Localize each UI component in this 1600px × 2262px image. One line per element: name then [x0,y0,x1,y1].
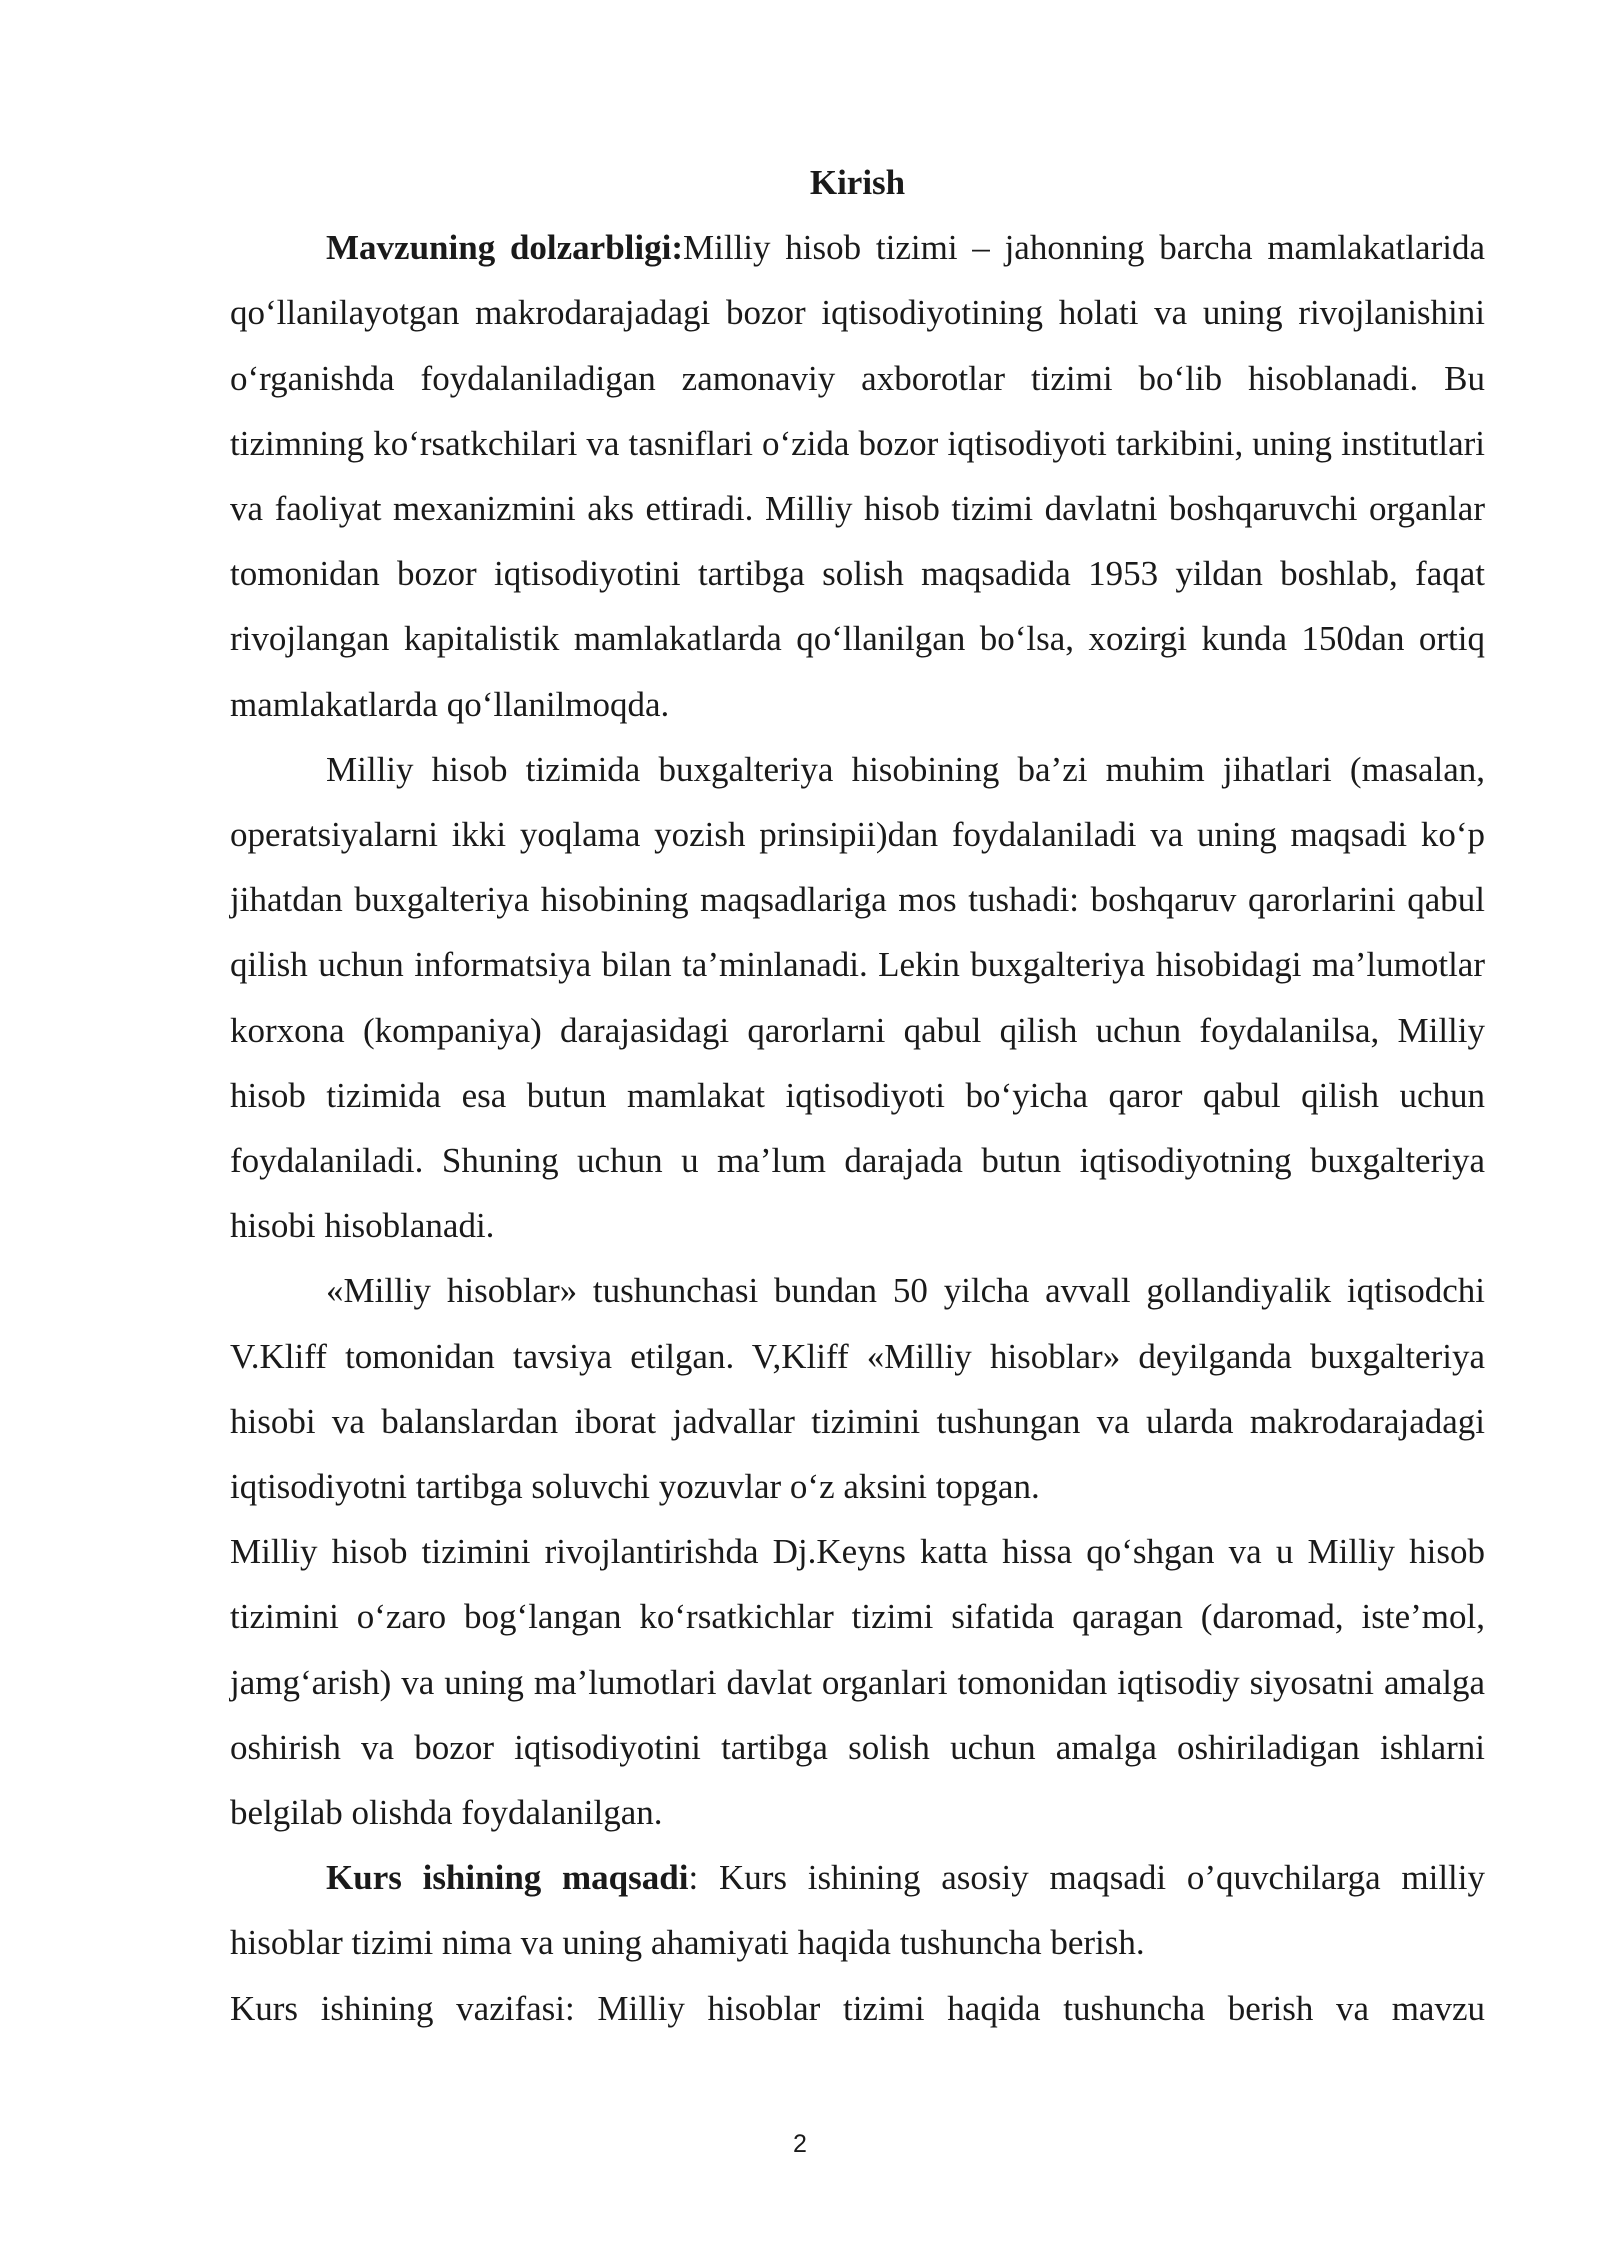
document-body [230,150,1485,2041]
paragraph-text-relevance: Milliy hisob tizimi – jahonning barcha mamlakatlarida qo‘llanilayotgan makrodarajadagi bozor iqtisodiyotining holati va uning rivojlanishini o‘rganishda foydalaniladigan zamonaviy axborotlar tizimi bo‘lib hisoblanadi. Bu tizimning ko‘rsatkchilari va tasniflari o‘zida bozor iqtisodiyoti tarkibini, uning institutlari va faoliyat mexanizmini aks ettiradi. Milliy hisob tizimi davlatni boshqaruvchi organlar tomonidan bozor iqtisodiyotini tartibga solish maqsadida 1953 yildan boshlab, faqat rivojlangan kapitalistik mamlakatlarda qo‘llanilgan bo‘lsa, xozirgi kunda 150dan ortiq mamlakatlarda qo‘llanilmoqda. [230,228,1486,724]
paragraph-lead-goal: Kurs ishining maqsadi [326,1858,689,1898]
paragraph-lead-relevance: Mavzuning dolzarbligi: [326,228,684,268]
paragraph-kliff [230,1258,1485,1519]
paragraph-relevance [230,215,1485,737]
paragraph-task [230,1976,1485,2041]
paragraph-text-task: Kurs ishining vazifasi: Milliy hisoblar tizimi haqida tushuncha berish va mavzu [230,1988,1485,2028]
paragraph-text-keynes: Milliy hisob tizimini rivojlantirishda Dj.Keyns katta hissa qo‘shgan va u Milliy hisob tizimini o‘zaro bog‘langan ko‘rsatkichlar tizimi sifatida qaragan (daromad, iste’mol, jamg‘arish) va uning ma’lumotlari davlat organlari tomonidan iqtisodiy siyosatni amalga oshirish va bozor iqtisodiyotini tartibga solish uchun amalga oshiriladigan ishlarni belgilab olishda foydalanilgan. [230,1532,1485,1833]
paragraph-goal [230,1845,1485,1975]
paragraph-text-goal: : Kurs ishining asosiy maqsadi o’quvchilarga milliy hisoblar tizimi nima va uning ahamiyati haqida tushuncha berish. [230,1858,1486,1963]
section-title: Kirish [809,163,906,202]
page-number: 2 [793,2130,807,2158]
paragraph-text-kliff: «Milliy hisoblar» tushunchasi bundan 50 yilcha avvall gollandiyalik iqtisodchi V.Kliff tomonidan tavsiya etilgan. V,Kliff «Milliy hisoblar» deyilganda buxgalteriya hisobi va balanslardan iborat jadvallar tizimini tushungan va ularda makrodarajadagi iqtisodiyotni tartibga soluvchi yozuvlar o‘z aksini topgan. [230,1271,1485,1507]
paragraph-accounting [230,737,1485,1259]
paragraph-keynes [230,1519,1485,1845]
paragraph-text-accounting: Milliy hisob tizimida buxgalteriya hisobining ba’zi muhim jihatlari (masalan, operatsiyalarni ikki yoqlama yozish prinsipii)dan foydalaniladi va uning maqsadi ko‘p jihatdan buxgalteriya hisobining maqsadlariga mos tushadi: boshqaruv qarorlarini qabul qilish uchun informatsiya bilan ta’minlanadi. Lekin buxgalteriya hisobidagi ma’lumotlar korxona (kompaniya) darajasidagi qarorlarni qabul qilish uchun foydalanilsa, Milliy hisob tizimida esa butun mamlakat iqtisodiyoti bo‘yicha qaror qabul qilish uchun foydalaniladi. Shuning uchun u ma’lum darajada butun iqtisodiyotning buxgalteriya hisobi hisoblanadi. [230,749,1485,1246]
